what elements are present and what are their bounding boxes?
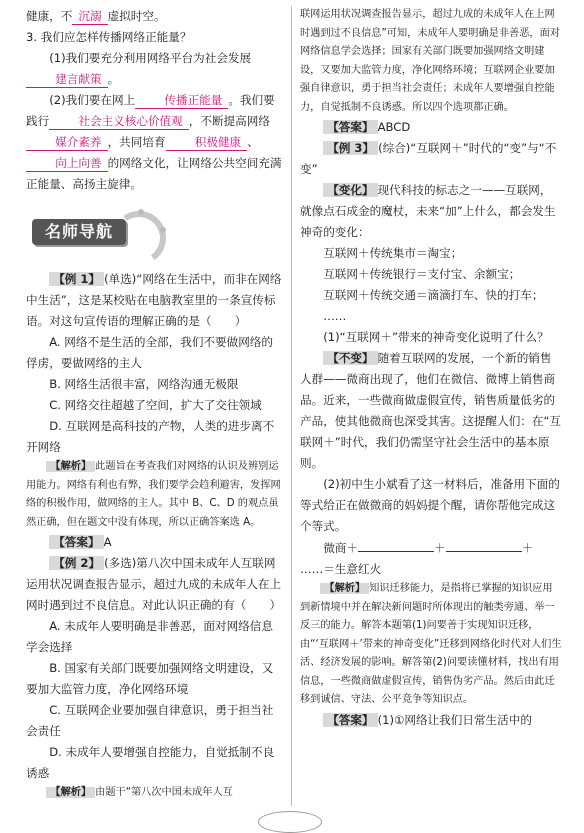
answer-blank: 建言献策 — [26, 71, 108, 88]
question-3: 3. 我们应怎样传播网络正能量？ — [26, 30, 192, 44]
option-b: B. 网络生活很丰富，网络沟通无极限 — [49, 377, 239, 391]
option-d: D. 互联网是高科技的产物，人类的进步离不开网络 — [26, 419, 275, 454]
analysis-tag: 【解析】 — [46, 461, 95, 472]
example-1-stem: 【例 1】 (单选)“网络在生活中，而非在网络中生活”，这是某校贴在电脑教室里的一条宣传标语。对这句宣传语的理解正确的是（ ） — [26, 272, 282, 328]
equation-3: 互联网＋传统交通＝滴滴打车、快的打车； — [323, 288, 544, 302]
decorative-dot — [160, 227, 166, 233]
option-d: D. 未成年人要增强自控能力，自觉抵制不良诱惑 — [26, 745, 275, 780]
answer-tag: 【答案】 — [49, 535, 103, 549]
nochange-tag: 【不变】 — [323, 351, 377, 365]
option-c: C. 互联网企业要加强自律意识，勇于担当社会责任 — [26, 703, 274, 738]
answer-blank: 积极健康 — [166, 134, 248, 151]
answer-1: 【答案】 A — [26, 532, 284, 553]
answer-blank: 向上向善 — [26, 155, 108, 172]
example-tag: 【例 3】 — [323, 141, 378, 155]
left-column — [26, 6, 284, 803]
line-1: 健康，不 沉溺 虚拟时空。 — [26, 9, 166, 23]
section-title: 名师导航 — [32, 219, 126, 245]
analysis-2-continued: 联网运用状况调查报告显示，超过九成的未成年人在上网时遇到过不良信息”可知，未成年人要明确是非善恶，面对网络信息学会选择；国家有关部门既要加强网络文明建设，又要加大监管力度，净化网络环境；互联网企业要加强自律意识，勇于担当社会责任；未成年人要增强自控能力，自觉抵制不良诱惑。所以四个选项都正确。 — [300, 9, 560, 113]
equation-2: 互联网＋传统银行＝支付宝、余额宝； — [323, 267, 521, 281]
analysis-3: 【解析】 知识迁移能力，是指将已掌握的知识应用到新情境中并在解决新问题时所体现出的触类旁通、举一反三的能力。解答本题第(1)问要善于实现知识迁移，由“‘互联网＋’带来的神奇变化”迁移到网络化时代对人们生活、经济发展的影响。解答第(2)问要读懂材料，找出有用信息，一些微商做虚假宣传，销售伪劣产品。然后由此迁移到诚信、守法、公平竞争等知识点。 — [300, 583, 562, 705]
change-paragraph: 【变化】 现代科技的标志之一——互联网，就像点石成金的魔杖，未来“加”上什么，都会发生神奇的变化： — [300, 183, 556, 239]
decorative-dot — [138, 209, 144, 215]
analysis-tag: 【解析】 — [46, 787, 95, 798]
answer-blank: 社会主义核心价值观 — [49, 113, 189, 130]
example-tag: 【例 2】 — [49, 556, 104, 570]
answer-2: 【答案】 ABCD — [300, 117, 562, 138]
analysis-tag: 【解析】 — [320, 583, 369, 594]
answer-3: 【答案】 (1)①网络让我们日常生活中的 — [300, 710, 562, 731]
example-3-stem: 【例 3】 (综合)“互联网＋”时代的“变”与“不变” — [300, 141, 557, 176]
point-1: (1)我们要充分利用网络平台为社会发展建言献策 。 — [26, 48, 284, 90]
equation-ellipsis: …… — [323, 309, 347, 323]
question-1: (1)“互联网＋”带来的神奇变化说明了什么？ — [323, 330, 549, 344]
formula-line: 微商＋ ＋ ＋ — [300, 537, 562, 559]
equation-1: 互联网＋传统集市＝淘宝； — [323, 246, 463, 260]
column-divider — [291, 6, 292, 806]
option-a: A. 网络不是生活的全部，我们不要做网络的俘虏，要做网络的主人 — [26, 335, 273, 370]
option-b: B. 国家有关部门既要加强网络文明建设，又要加大监管力度，净化网络环境 — [26, 661, 274, 696]
example-tag: 【例 1】 — [49, 272, 104, 286]
example-2-stem: 【例 2】 (多选)第八次中国未成年人互联网运用状况调查报告显示，超过九成的未成年人在上网时遇到过不良信息。对此认识正确的有（ ） — [26, 556, 282, 612]
answer-blank: 传播正能量 — [135, 92, 228, 109]
answer-tag: 【答案】 — [323, 120, 377, 134]
question-2: (2)初中生小斌看了这一材料后，准备用下面的等式给正在做微商的妈妈提个醒，请你帮他完成这个等式。 — [300, 477, 560, 533]
point-2: (2)我们要在网上 传播正能量 。我们要践行 社会主义核心价值观 ，不断提高网络媒介素养 ，共同培育 积极健康 、向上向善 的网络文化，让网络公共空间充满正能量、高扬主旋律。 — [26, 93, 282, 191]
section-header — [26, 207, 284, 263]
analysis-1: 【解析】 此题旨在考查我们对网络的认识及辨别运用能力。网络有利也有弊，我们要学会趋利避害，发挥网络的积极作用，做网络的主人。其中 B、C、D 的观点虽然正确，但在题文中没有体现，所以正确答案选 A。 — [26, 461, 281, 528]
formula-end: ……＝生意红火 — [300, 562, 382, 576]
answer-line[interactable] — [358, 537, 434, 552]
option-c: C. 网络交往超越了空间，扩大了交往领域 — [49, 398, 262, 412]
right-column — [300, 6, 562, 731]
option-a: A. 未成年人要明确是非善恶，面对网络信息学会选择 — [26, 619, 273, 654]
change-tag: 【变化】 — [323, 183, 377, 197]
analysis-2: 【解析】 由题干“第八次中国未成年人互 — [26, 784, 284, 803]
page-number-badge — [258, 811, 322, 833]
answer-blank: 沉溺 — [72, 8, 107, 25]
answer-tag: 【答案】 — [323, 713, 377, 727]
answer-blank: 媒介素养 — [26, 134, 108, 151]
answer-line[interactable] — [446, 537, 522, 552]
nochange-paragraph: 【不变】 随着互联网的发展，一个新的销售人群——微商出现了，他们在微信、微博上销售商品。近来，一些微商做虚假宣传，销售质量低劣的产品，使其他微商也深受其害。这提醒人们：在“互联网＋”时代，我们仍需坚守社会生活中的基本原则。 — [300, 351, 562, 470]
